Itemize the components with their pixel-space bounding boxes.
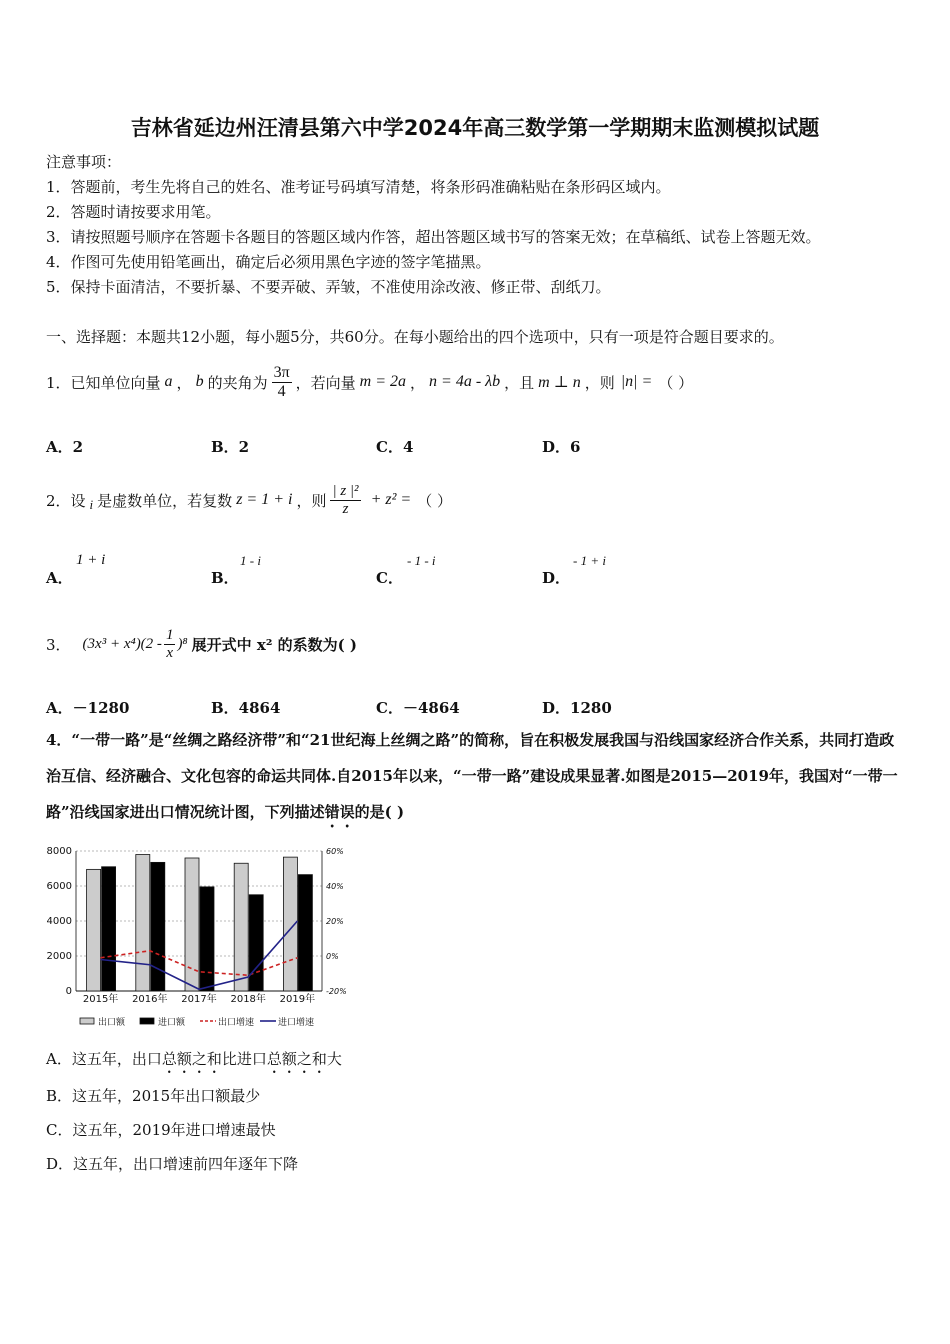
notice-item: 1．答题前，考生先将自己的姓名、准考证号码填写清楚，将条形码准确粘贴在条形码区域内。: [46, 178, 671, 196]
legend-swatch: [140, 1018, 154, 1024]
question-2: [46, 470, 452, 530]
q2-option-c-label: C．: [376, 569, 403, 587]
abs-n-expression: |n| =: [620, 373, 653, 390]
trade-chart: [40, 840, 360, 1035]
bar-import: [249, 895, 263, 991]
legend-label: 出口增速: [218, 1018, 255, 1028]
section-heading: 一、选择题：本题共12小题，每小题5分，共60分。在每小题给出的四个选项中，只有一项是符合题目要求的。: [46, 328, 784, 346]
q3-option-c: C．－4864: [376, 699, 460, 717]
q2-text: ，则: [296, 491, 327, 510]
answer-paren: （ ）: [417, 491, 452, 510]
binomial-left: (3x³ + x⁴)(2 -: [82, 635, 162, 652]
vector-a: a: [164, 373, 173, 390]
q4-option-d: D．这五年，出口增速前四年逐年下降: [46, 1155, 299, 1173]
x-tick-label: 2019年: [279, 994, 316, 1005]
x-tick-label: 2016年: [132, 994, 168, 1005]
bar-export: [87, 869, 101, 991]
fraction-numerator: 1: [165, 626, 174, 643]
q1-option-c: C．4: [376, 438, 414, 456]
y-tick-label: 4000: [46, 916, 72, 927]
y2-tick-label: 20%: [326, 917, 344, 926]
q4-text: 4．“一带一路”是“丝绸之路经济带”和“21世纪海上丝绸之路”的简称，旨在积极发展我国与沿线国家经济合作关系，共同打造政治互信、经济融合、文化包容的命运共同体.自2015年以来，“一带一路”建设成果显著.如图是2015—2019年，我国对“一带一路”沿线国家进出口情况统计图，下列描述: [46, 731, 898, 821]
q1-text: ，且: [504, 373, 535, 392]
question-4: [46, 722, 908, 831]
x-tick-label: 2018年: [230, 994, 266, 1005]
perp-expression: m ⊥ n: [538, 374, 581, 391]
q2-option-b-label: B．: [211, 569, 239, 587]
option-text: A．这五年，出口: [46, 1050, 162, 1068]
option-emphasis: 总额之和: [266, 1050, 327, 1068]
q1-text: 的夹角为: [207, 373, 268, 392]
legend-swatch: [80, 1018, 94, 1024]
y2-tick-label: 40%: [326, 882, 344, 891]
question-1: [46, 352, 693, 412]
option-text: 大: [326, 1050, 342, 1068]
q3-option-d: D．1280: [542, 699, 612, 717]
q3-option-a: A．－1280: [46, 699, 130, 717]
m-expression: m = 2a: [359, 373, 407, 390]
q1-text: ，则: [584, 373, 615, 392]
bar-import: [102, 867, 116, 991]
angle-fraction: [272, 364, 292, 401]
option-emphasis: 总额之和: [161, 1050, 222, 1068]
q2-option-c-value: - 1 - i: [407, 553, 436, 568]
q2-option-a-value: 1 + i: [76, 552, 106, 568]
z-expression: z = 1 + i: [236, 491, 293, 508]
z-squared-tail: + z² =: [370, 491, 412, 508]
n-expression: n = 4a - λb: [429, 373, 501, 390]
fraction-numerator: 3π: [273, 363, 290, 381]
legend-label: 进口增速: [278, 1018, 315, 1028]
q2-option-d-value: - 1 + i: [573, 553, 606, 568]
q1-option-d: D．6: [542, 438, 581, 456]
q2-text: 是虚数单位，若复数: [97, 491, 233, 510]
modulus-fraction: [330, 483, 360, 518]
x-tick-label: 2017年: [181, 994, 217, 1005]
q2-text: 2．设: [46, 491, 86, 510]
fraction-denominator: 4: [277, 382, 286, 400]
legend-label: 出口额: [98, 1018, 126, 1028]
q1-option-b: B．2: [211, 438, 250, 456]
binomial-right: )⁸: [177, 635, 188, 652]
imaginary-unit: i: [89, 497, 94, 512]
question-3: [46, 612, 357, 676]
q2-option-b-value: 1 - i: [240, 553, 261, 568]
q1-sep: ，: [410, 373, 426, 392]
fraction-denominator: z: [342, 500, 349, 517]
y-tick-label: 0: [65, 986, 72, 997]
bar-export: [234, 863, 248, 991]
binomial-fraction: [164, 627, 176, 662]
y2-tick-label: 60%: [326, 847, 344, 856]
q1-text: ，若向量: [295, 373, 356, 392]
y-tick-label: 8000: [46, 846, 72, 857]
x-tick-label: 2015年: [82, 994, 119, 1005]
bar-export: [136, 855, 150, 992]
y2-tick-label: -20%: [326, 987, 347, 996]
notice-item: 4．作图可先使用铅笔画出，确定后必须用黑色字迹的签字笔描黑。: [46, 253, 491, 271]
fraction-numerator: | z |²: [332, 482, 359, 499]
q4-tail: 的是( ): [354, 803, 405, 821]
y-tick-label: 2000: [46, 951, 72, 962]
answer-paren: （ ）: [658, 373, 694, 392]
q3-text: 展开式中 x² 的系数为( ): [191, 635, 358, 654]
q3-number: 3．: [46, 635, 71, 654]
notice-heading: 注意事项：: [46, 153, 122, 171]
notice-item: 2．答题时请按要求用笔。: [46, 203, 221, 221]
q4-emphasis: 错误: [324, 803, 355, 821]
option-text: 比进口: [221, 1050, 267, 1068]
q4-option-a: [46, 1048, 342, 1077]
notice-item: 5．保持卡面清洁，不要折暴、不要弄破、弄皱，不准使用涂改液、修正带、刮纸刀。: [46, 278, 611, 296]
page-title: 吉林省延边州汪清县第六中学2024年高三数学第一学期期末监测模拟试题: [130, 116, 820, 140]
legend-label: 进口额: [158, 1018, 186, 1028]
bar-import: [298, 875, 312, 991]
q1-text: 1．已知单位向量: [46, 373, 161, 392]
q1-sep: ，: [176, 373, 192, 392]
vector-b: b: [195, 373, 204, 390]
q1-option-a: A．2: [46, 438, 84, 456]
q4-option-b: B．这五年，2015年出口额最少: [46, 1087, 261, 1105]
bar-import: [200, 887, 214, 991]
fraction-denominator: x: [166, 644, 174, 661]
q4-option-c: C．这五年，2019年进口增速最快: [46, 1121, 276, 1139]
y2-tick-label: 0%: [326, 952, 339, 961]
notice-item: 3．请按照题号顺序在答题卡各题目的答题区域内作答，超出答题区域书写的答案无效；在草稿纸、试卷上答题无效。: [46, 228, 821, 246]
y-tick-label: 6000: [46, 881, 72, 892]
q3-option-b: B．4864: [211, 699, 281, 717]
q2-option-a-label: A．: [46, 569, 73, 587]
q2-option-d-label: D．: [542, 569, 571, 587]
